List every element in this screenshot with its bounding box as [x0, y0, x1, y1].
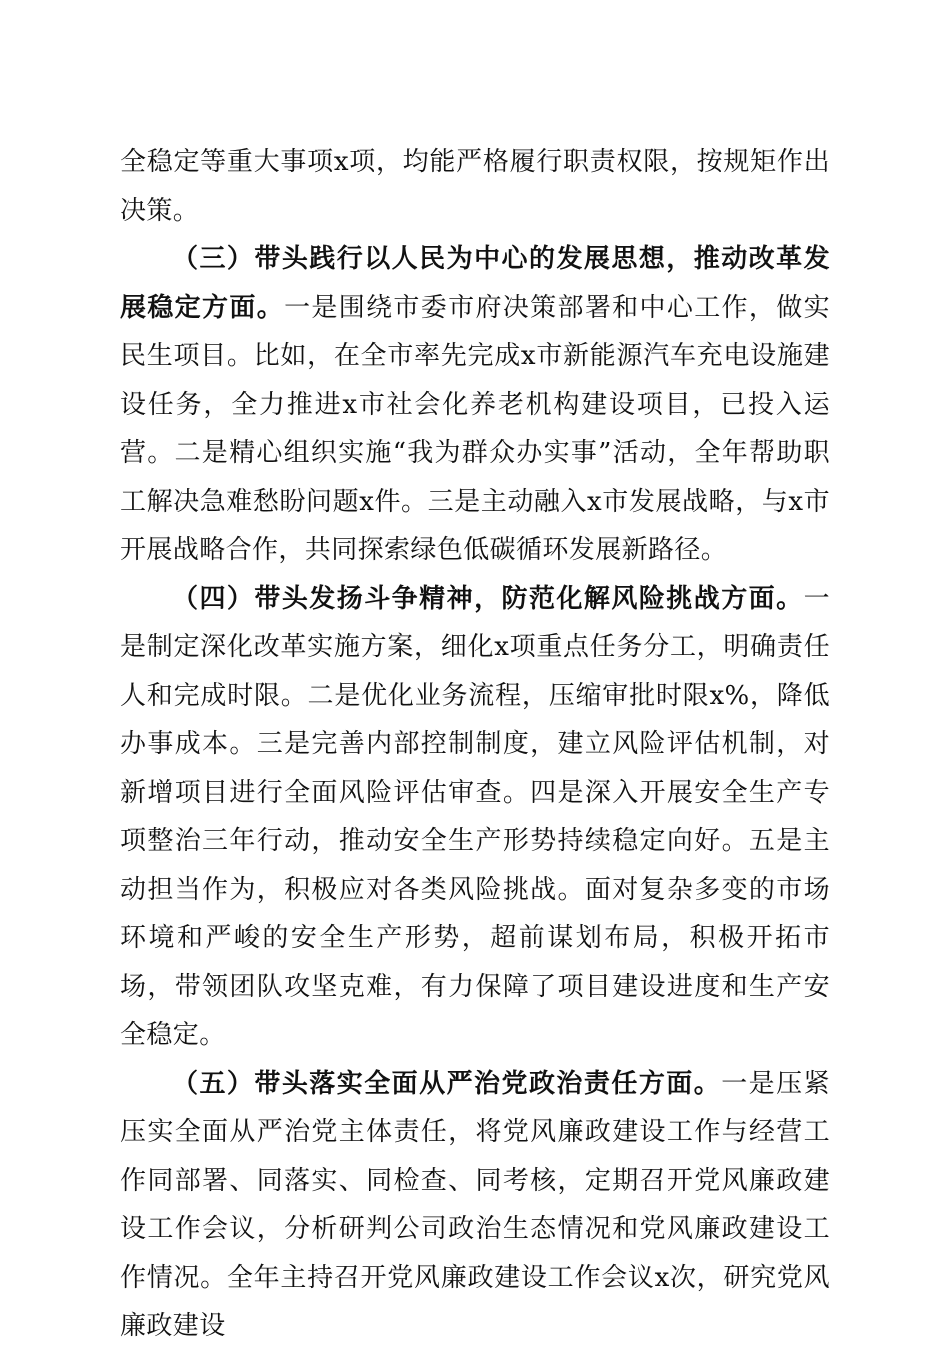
- section-3-heading: （三）带头践行以人民为中心的发展思想，推动改革发展稳定方面。: [120, 244, 830, 323]
- paragraph-continuation: [120, 138, 830, 235]
- section-4-heading: （四）带头发扬斗争精神，防范化解风险挑战方面。: [172, 583, 804, 614]
- section-4-body: 一是制定深化改革实施方案，细化x项重点任务分工，明确责任人和完成时限。二是优化业务流程，压缩审批时限x%，降低办事成本。三是完善内部控制制度，建立风险评估机制，对新增项目进行全面风险评估审查。四是深入开展安全生产专项整治三年行动，推动安全生产形势持续稳定向好。五是主动担当作为，积极应对各类风险挑战。面对复杂多变的市场环境和严峻的安全生产形势，超前谋划布局，积极开拓市场，带领团队攻坚克难，有力保障了项目建设进度和生产安全稳定。: [120, 583, 830, 1050]
- paragraph-body: 全稳定等重大事项x项，均能严格履行职责权限，按规矩作出决策。: [120, 147, 830, 226]
- section-3-body: 一是围绕市委市府决策部署和中心工作，做实民生项目。比如，在全市率先完成x市新能源汽车充电设施建设任务，全力推进x市社会化养老机构建设项目，已投入运营。二是精心组织实施“我为群众办实事”活动，全年帮助职工解决急难愁盼问题x件。三是主动融入x市发展战略，与x市开展战略合作，共同探索绿色低碳循环发展新路径。: [120, 292, 830, 565]
- section-5-heading: （五）带头落实全面从严治党政治责任方面。: [172, 1068, 722, 1099]
- paragraph-section-3: [120, 235, 830, 575]
- document-body: [120, 138, 830, 1351]
- section-5-body: 一是压紧压实全面从严治党主体责任，将党风廉政建设工作与经营工作同部署、同落实、同检查、同考核，定期召开党风廉政建设工作会议，分析研判公司政治生态情况和党风廉政建设工作情况。全年主持召开党风廉政建设工作会议x次，研究党风廉政建设: [120, 1068, 830, 1341]
- paragraph-section-5: [120, 1060, 830, 1351]
- paragraph-section-4: [120, 575, 830, 1060]
